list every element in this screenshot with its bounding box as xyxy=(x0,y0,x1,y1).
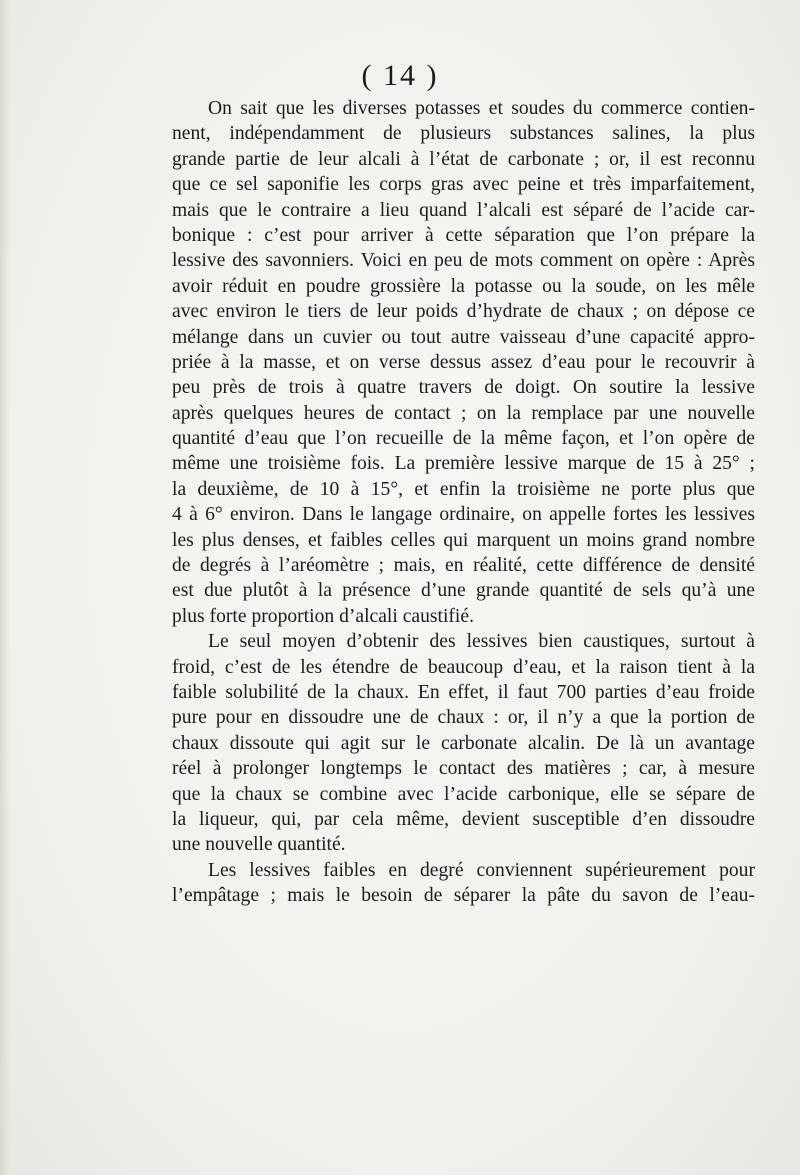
text-line: nent, indépendamment de plusieurs substances salines, la plus xyxy=(172,123,755,145)
text-line: peu près de trois à quatre travers de doigt. On soutire la lessive xyxy=(172,377,755,399)
paragraph-1 xyxy=(172,96,755,629)
text-line: froid, c’est de les étendre de beaucoup d’eau, et la raison tient à la xyxy=(172,656,755,678)
text-line: l’empâtage ; mais le besoin de séparer la pâte du savon de l’eau- xyxy=(172,885,755,907)
text-line: de degrés à l’aréomètre ; mais, en réalité, cette différence de densité xyxy=(172,555,755,577)
text-line: mais que le contraire a lieu quand l’alcali est séparé de l’acide car- xyxy=(172,199,755,221)
text-line: On sait que les diverses potasses et soudes du commerce contien- xyxy=(208,98,755,119)
paragraph-3 xyxy=(172,858,755,909)
text-line: priée à la masse, et on verse dessus assez d’eau pour le recouvrir à xyxy=(172,351,755,373)
text-line: plus forte proportion d’alcali caustifié. xyxy=(172,605,474,627)
text-line: bonique : c’est pour arriver à cette séparation que l’on prépare la xyxy=(172,224,755,246)
text-line: mélange dans un cuvier ou tout autre vaisseau d’une capacité appro- xyxy=(172,326,755,348)
text-line: lessive des savonniers. Voici en peu de mots comment on opère : Après xyxy=(172,250,755,272)
page-number: ( 14 ) xyxy=(361,59,439,92)
text-line: Le seul moyen d’obtenir des lessives bien caustiques, surtout à xyxy=(208,631,755,653)
text-line: quantité d’eau que l’on recueille de la même façon, et l’on opère de xyxy=(172,428,755,450)
text-line: avec environ le tiers de leur poids d’hydrate de chaux ; on dépose ce xyxy=(172,301,755,323)
text-line: 4 à 6° environ. Dans le langage ordinaire, on appelle fortes les lessives xyxy=(172,504,755,526)
text-line: une nouvelle quantité. xyxy=(172,834,346,856)
text-line: est due plutôt à la présence d’une grande quantité de sels qu’à une xyxy=(172,580,755,602)
text-line: même une troisième fois. La première lessive marque de 15 à 25° ; xyxy=(172,453,755,475)
text-line: la deuxième, de 10 à 15°, et enfin la troisième ne porte plus que xyxy=(172,478,755,500)
text-line: les plus denses, et faibles celles qui marquent un moins grand nombre xyxy=(172,529,755,551)
paragraph-2 xyxy=(172,629,755,858)
text-line: que ce sel saponifie les corps gras avec peine et très imparfaitement, xyxy=(172,174,755,196)
text-line: après quelques heures de contact ; on la remplace par une nouvelle xyxy=(172,402,755,424)
text-line: chaux dissoute qui agit sur le carbonate alcalin. De là un avantage xyxy=(172,732,755,754)
text-line: pure pour en dissoudre une de chaux : or, il n’y a que la portion de xyxy=(172,707,755,729)
text-line: Les lessives faibles en degré conviennent supérieurement pour xyxy=(208,859,755,881)
text-line: grande partie de leur alcali à l’état de carbonate ; or, il est reconnu xyxy=(172,148,755,170)
body-text xyxy=(172,96,755,909)
text-line: la liqueur, qui, par cela même, devient susceptible d’en dissoudre xyxy=(172,808,755,830)
text-line: que la chaux se combine avec l’acide carbonique, elle se sépare de xyxy=(172,783,755,805)
text-line: faible solubilité de la chaux. En effet, il faut 700 parties d’eau froide xyxy=(172,681,755,703)
page-edge-shadow xyxy=(0,0,10,1175)
text-line: réel à prolonger longtemps le contact des matières ; car, à mesure xyxy=(172,758,755,780)
text-line: avoir réduit en poudre grossière la potasse ou la soude, on les mêle xyxy=(172,275,755,297)
